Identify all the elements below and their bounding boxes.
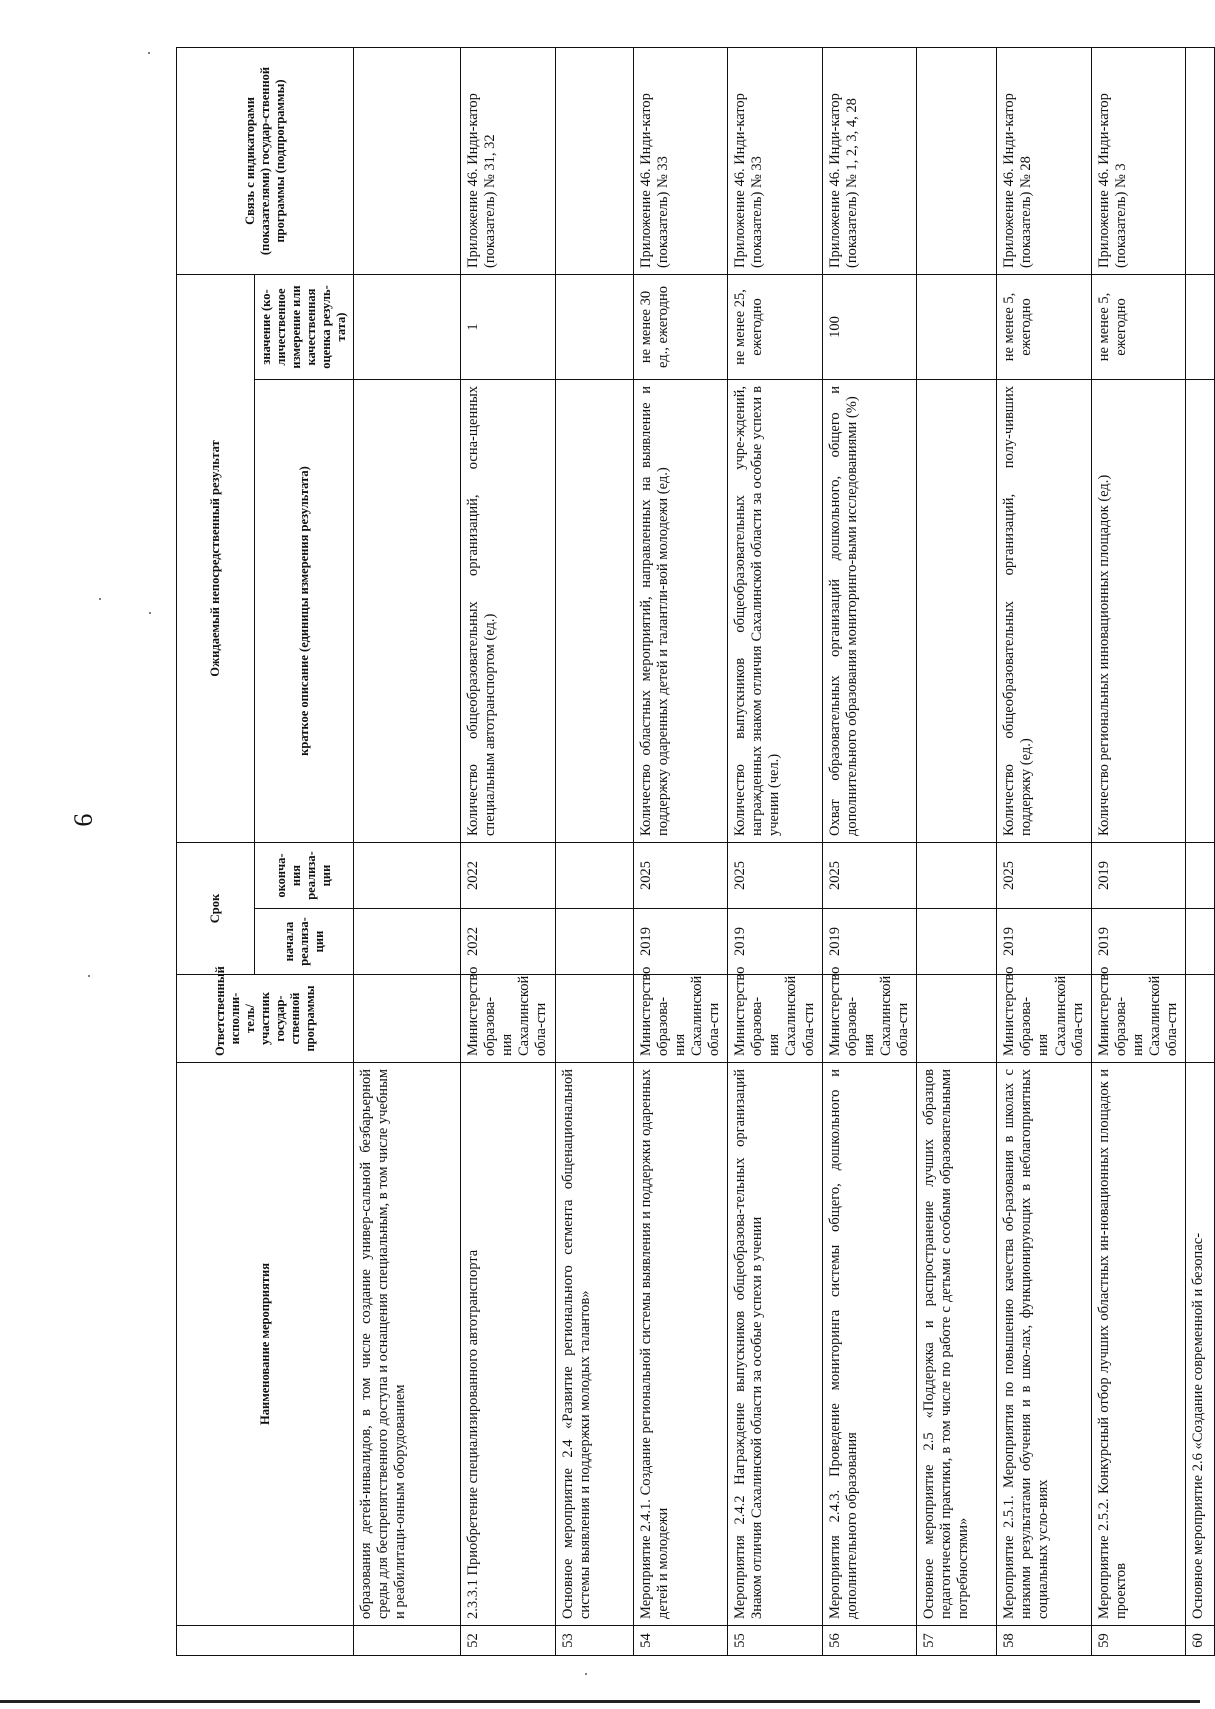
table-row — [1091, 48, 1186, 1656]
term-start — [1186, 909, 1215, 975]
term-end: 2025 — [997, 843, 1092, 909]
table-row — [633, 48, 728, 1656]
term-end — [555, 843, 633, 909]
term-start — [354, 909, 461, 975]
indicator-link — [354, 48, 461, 275]
header-value: значение (ко-личественное измерение или качественная оценка резуль-тата) — [255, 275, 354, 380]
term-start: 2019 — [997, 909, 1092, 975]
result-value: 100 — [822, 275, 917, 380]
indicator-link — [917, 48, 997, 275]
table-row — [354, 48, 461, 1656]
result-description: Количество общеобразовательных организаций, осна-щенных специальным автотранспортом (ед.) — [461, 380, 556, 843]
term-start: 2019 — [633, 909, 728, 975]
activity-name: образования детей-инвалидов, в том числе создание универ-сальной безбарьерной среды для беспрепятственного доступа и оснащения специальным, в том числе учебным и реабилитаци-онным оборудованием — [354, 1063, 461, 1626]
responsible: Министерство образова-ния Сахалинской обла-сти — [822, 975, 917, 1063]
header-name: Наименование мероприятия — [177, 1063, 354, 1626]
indicator-link — [555, 48, 633, 275]
row-number: 56 — [822, 1626, 917, 1656]
row-number: 59 — [1091, 1626, 1186, 1656]
term-end: 2022 — [461, 843, 556, 909]
responsible: Министерство образова-ния Сахалинской обла-сти — [997, 975, 1092, 1063]
activity-name: 2.3.3.1 Приобретение специализированного автотранспорта — [461, 1063, 556, 1626]
activity-name: Мероприятия 2.4.3. Проведение мониторинга системы общего, дошкольного и дополнительного образования — [822, 1063, 917, 1626]
term-end — [354, 843, 461, 909]
result-description: Количество региональных инновационных площадок (ед.) — [1091, 380, 1186, 843]
scan-speck — [148, 52, 150, 54]
result-description — [354, 380, 461, 843]
row-number: 53 — [555, 1626, 633, 1656]
row-number: 55 — [728, 1626, 823, 1656]
scan-speck — [99, 598, 101, 600]
term-start: 2019 — [822, 909, 917, 975]
indicator-link: Приложение 46. Инди-катор (показатель) № 31, 32 — [461, 48, 556, 275]
result-value — [917, 275, 997, 380]
indicator-link: Приложение 46. Инди-катор (показатель) № 28 — [997, 48, 1092, 275]
term-start — [917, 909, 997, 975]
row-number: 54 — [633, 1626, 728, 1656]
result-description — [917, 380, 997, 843]
term-end: 2025 — [822, 843, 917, 909]
row-number: 58 — [997, 1626, 1092, 1656]
term-end — [1186, 843, 1215, 909]
page-number: 9 — [68, 813, 98, 827]
term-end: 2025 — [633, 843, 728, 909]
term-end — [917, 843, 997, 909]
term-start — [555, 909, 633, 975]
result-description: Количество областных мероприятий, направленных на выявление и поддержку одаренных детей и талантли-вой молодежи (ед.) — [633, 380, 728, 843]
scan-speck — [88, 975, 90, 977]
responsible — [1186, 975, 1215, 1063]
table-row — [917, 48, 997, 1656]
result-description: Охват образовательных организаций дошкольного, общего и дополнительного образования мониторинго-выми исследованиями (%) — [822, 380, 917, 843]
table-row — [461, 48, 556, 1656]
table-row — [555, 48, 633, 1656]
table-row — [997, 48, 1092, 1656]
responsible — [917, 975, 997, 1063]
table-row — [1186, 48, 1215, 1656]
result-value — [1186, 275, 1215, 380]
row-number: 60 — [1186, 1626, 1215, 1656]
result-value: не менее 5, ежегодно — [997, 275, 1092, 380]
scan-speck — [585, 1673, 587, 1675]
header-responsible: Ответственный исполни-тель/участник государ-ственной программы — [177, 975, 354, 1063]
result-value: не менее 25, ежегодно — [728, 275, 823, 380]
table-row — [822, 48, 917, 1656]
scan-bottom-edge — [0, 1700, 1200, 1703]
header-link: Связь с индикаторами (показателями) государ-ственной программы (подпрограммы) — [177, 48, 354, 275]
activities-table — [176, 47, 1215, 1656]
responsible: Министерство образова-ния Сахалинской обла-сти — [461, 975, 556, 1063]
term-start: 2019 — [728, 909, 823, 975]
header-term-end: оконча-ния реализа-ции — [255, 843, 354, 909]
responsible — [555, 975, 633, 1063]
indicator-link: Приложение 46. Инди-катор (показатель) № 33 — [633, 48, 728, 275]
row-number: 57 — [917, 1626, 997, 1656]
result-description: Количество выпускников общеобразовательных учре-ждений, награжденных знаком отличия Сахалинской области за особые успехи в учении (чел.) — [728, 380, 823, 843]
header-expected-result: Ожидаемый непосредственный результат — [177, 275, 255, 843]
result-value: 1 — [461, 275, 556, 380]
header-term-start: начала реализа-ции — [255, 909, 354, 975]
indicator-link: Приложение 46. Инди-катор (показатель) № 1, 2, 3, 4, 28 — [822, 48, 917, 275]
header-num — [177, 1626, 354, 1656]
row-number — [354, 1626, 461, 1656]
activity-name: Основное мероприятие 2.6 «Создание современной и безопас- — [1186, 1063, 1215, 1626]
result-value — [555, 275, 633, 380]
responsible — [354, 975, 461, 1063]
activity-name: Основное мероприятие 2.5 «Поддержка и распространение лучших образцов педагогической практики, в том числе по работе с детьми с особыми образовательными потребностями» — [917, 1063, 997, 1626]
row-number: 52 — [461, 1626, 556, 1656]
activity-name: Мероприятие 2.5.2. Конкурсный отбор лучших областных ин-новационных площадок и проектов — [1091, 1063, 1186, 1626]
result-description — [1186, 380, 1215, 843]
activity-name: Мероприятие 2.5.1. Мероприятия по повышению качества об-разования в школах с низкими результатами обучения и в шко-лах, функционирующих в неблагоприятных социальных усло-виях — [997, 1063, 1092, 1626]
term-end: 2019 — [1091, 843, 1186, 909]
responsible: Министерство образова-ния Сахалинской обла-сти — [728, 975, 823, 1063]
header-row-1 — [177, 48, 255, 1656]
responsible: Министерство образова-ния Сахалинской обла-сти — [1091, 975, 1186, 1063]
table-row — [728, 48, 823, 1656]
scan-speck — [149, 612, 151, 614]
result-value — [354, 275, 461, 380]
term-start: 2022 — [461, 909, 556, 975]
result-value: не менее 5, ежегодно — [1091, 275, 1186, 380]
indicator-link: Приложение 46. Инди-катор (показатель) № 33 — [728, 48, 823, 275]
term-end: 2025 — [728, 843, 823, 909]
activity-name: Основное мероприятие 2.4 «Развитие регионального сегмента общенациональной системы выявления и поддержки молодых талантов» — [555, 1063, 633, 1626]
term-start: 2019 — [1091, 909, 1186, 975]
rotated-table-wrapper — [176, 48, 1207, 1656]
result-description — [555, 380, 633, 843]
responsible: Министерство образова-ния Сахалинской обла-сти — [633, 975, 728, 1063]
header-short-description: краткое описание (единицы измерения результата) — [255, 380, 354, 843]
indicator-link: Приложение 46. Инди-катор (показатель) № 3 — [1091, 48, 1186, 275]
header-term: Срок — [177, 843, 255, 975]
result-description: Количество общеобразовательных организаций, полу-чивших поддержку (ед.) — [997, 380, 1092, 843]
activity-name: Мероприятия 2.4.2 Награждение выпускников общеобразова-тельных организаций Знаком отличия Сахалинской области за особые успехи в учении — [728, 1063, 823, 1626]
activity-name: Мероприятие 2.4.1. Создание региональной системы выявления и поддержки одаренных детей и молодежи — [633, 1063, 728, 1626]
indicator-link — [1186, 48, 1215, 275]
result-value: не менее 30 ед., ежегодно — [633, 275, 728, 380]
